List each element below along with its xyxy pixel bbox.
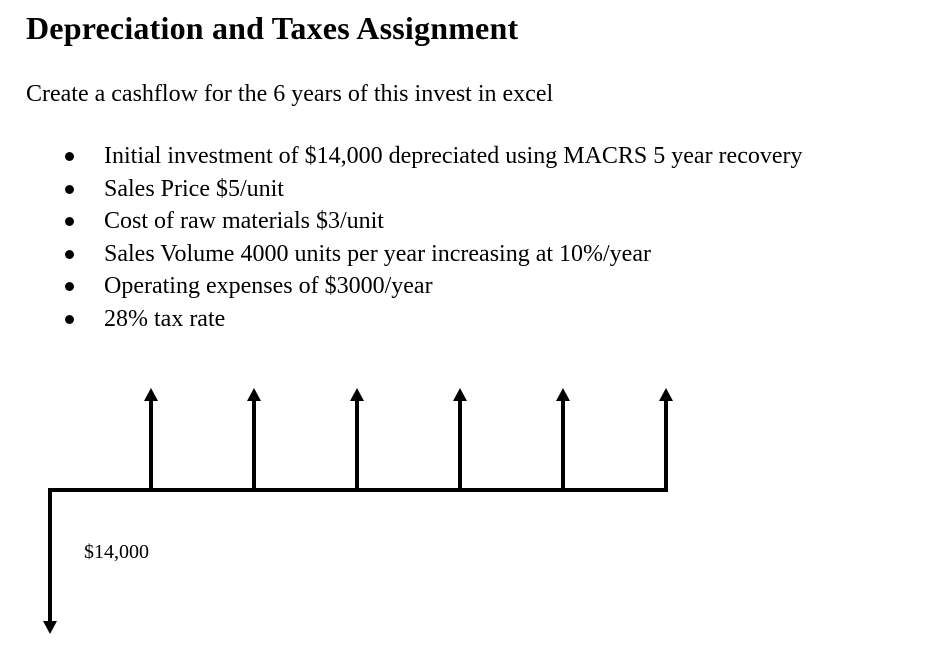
inflow-arrows bbox=[144, 388, 673, 490]
bullet-icon bbox=[65, 282, 74, 291]
year-2-arrowhead bbox=[247, 388, 261, 401]
year-1-arrowhead bbox=[144, 388, 158, 401]
year-4-arrowhead bbox=[453, 388, 467, 401]
list-item-text: Initial investment of $14,000 depreciated using MACRS 5 year recovery bbox=[104, 143, 803, 169]
bullet-icon bbox=[65, 185, 74, 194]
list-item-text: Sales Volume 4000 units per year increasing at 10%/year bbox=[104, 240, 651, 267]
bullet-icon bbox=[65, 250, 74, 259]
list-item-text: Operating expenses of $3000/year bbox=[104, 273, 433, 300]
year-5-arrowhead bbox=[556, 388, 570, 401]
year-6-arrowhead bbox=[659, 388, 673, 401]
list-item-text: Sales Price $5/unit bbox=[104, 175, 284, 202]
list-item-text: 28% tax rate bbox=[104, 305, 226, 332]
intro-text: Create a cashflow for the 6 years of this invest in excel bbox=[26, 81, 554, 107]
list-item-text: Cost of raw materials $3/unit bbox=[104, 208, 384, 235]
initial-outflow-arrowhead bbox=[43, 621, 57, 634]
initial-investment-label: $14,000 bbox=[84, 541, 149, 563]
bullet-icon bbox=[65, 217, 74, 226]
bullet-icon bbox=[65, 152, 74, 161]
bullet-icon bbox=[65, 315, 74, 324]
cashflow-diagram bbox=[0, 380, 720, 642]
document-title: Depreciation and Taxes Assignment bbox=[26, 10, 519, 46]
year-3-arrowhead bbox=[350, 388, 364, 401]
